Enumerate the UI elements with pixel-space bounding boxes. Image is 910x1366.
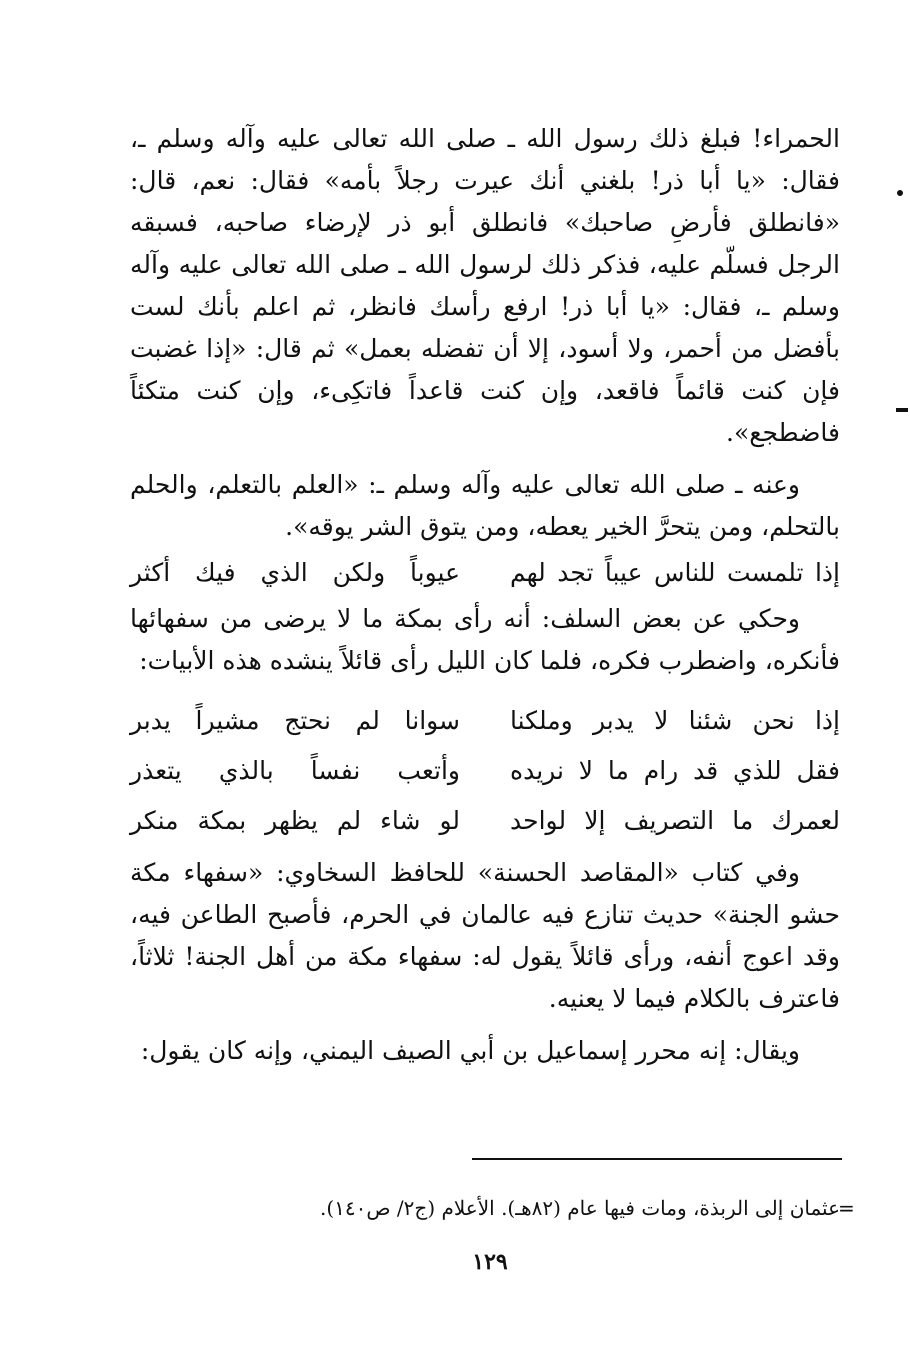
paragraph-salaf-story: وحكي عن بعض السلف: أنه رأى بمكة ما لا يرضى من سفهائها فأنكره، واضطرب فكره، فلما كان الليل رأى قائلاً ينشده هذه الأبيات: — [130, 604, 840, 675]
poem-line — [130, 796, 840, 846]
poem — [130, 696, 840, 846]
paragraph-abu-dharr: الحمراء! فبلغ ذلك رسول الله ـ صلى الله تعالى عليه وآله وسلم ـ، فقال: «يا أبا ذر! بلغني أنك عيرت رجلاً بأمه» فقال: نعم، قال: «فانطلق فأرضِ صاحبك» فانطلق أبو ذر لإرضاء صاحبه، فسبقه الرجل فسلّم عليه، فذكر ذلك لرسول الله ـ صلى الله تعالى عليه وآله وسلم ـ، فقال: «يا أبا ذر! ارفع رأسك فانظر، ثم اعلم بأنك لست بأفضل من أحمر، ولا أسود، إلا أن تفضله بعمل» ثم قال: «إذا غضبت فإن كنت قائماً فاقعد، وإن كنت قاعداً فاتكِىء، وإن كنت متكئاً فاضطجع». — [130, 124, 840, 447]
paragraph-maqasid: وفي كتاب «المقاصد الحسنة» للحافظ السخاوي: «سفهاء مكة حشو الجنة» حديث تنازع فيه عالمان في الحرم، فأصبح الطاعن فيه، وقد اعوج أنفه، ورأى قائلاً يقول له: سفهاء مكة من أهل الجنة! ثلاثاً، فاعترف بالكلام فيما لا يعنيه. — [130, 858, 840, 1013]
poem-line — [130, 746, 840, 796]
poem-line — [130, 696, 840, 746]
paragraph-attribution: ويقال: إنه محرر إسماعيل بن أبي الصيف اليمني، وإنه كان يقول: — [140, 1036, 800, 1065]
margin-dot — [897, 190, 903, 196]
poem-first-hemistich: إذا نحن شئنا لا يدبر وملكنا — [510, 706, 840, 735]
poem-second-hemistich: وأتعب نفساً بالذي يتعذر — [130, 756, 460, 785]
poem-second-hemistich: لو شاء لم يظهر بمكة منكر — [130, 806, 460, 835]
page-body — [130, 118, 840, 1072]
margin-dash — [896, 408, 908, 412]
footnote-continuation-marker: = — [838, 1196, 855, 1220]
verse-first-hemistich: إذا تلمست للناس عيباً تجد لهم — [510, 558, 840, 587]
verse-second-hemistich: عيوباً ولكن الذي فيك أكثر — [130, 558, 460, 587]
page-number: ١٢٩ — [472, 1249, 508, 1275]
footnote: عثمان إلى الربذة، ومات فيها عام (٨٢هـ). الأعلام (ج٢/ ص١٤٠). — [319, 1196, 840, 1220]
verse-line — [130, 548, 840, 598]
poem-second-hemistich: سوانا لم نحتج مشيراً يدبر — [130, 706, 460, 735]
poem-first-hemistich: لعمرك ما التصريف إلا لواحد — [510, 806, 840, 835]
footnote-separator — [472, 1158, 842, 1160]
poem-first-hemistich: فقل للذي قد رام ما لا نريده — [510, 756, 840, 785]
paragraph-hadith-ilm: وعنه ـ صلى الله تعالى عليه وآله وسلم ـ: «العلم بالتعلم، والحلم بالتحلم، ومن يتحرَّ الخير يعطه، ومن يتوق الشر يوقه». — [130, 470, 840, 541]
